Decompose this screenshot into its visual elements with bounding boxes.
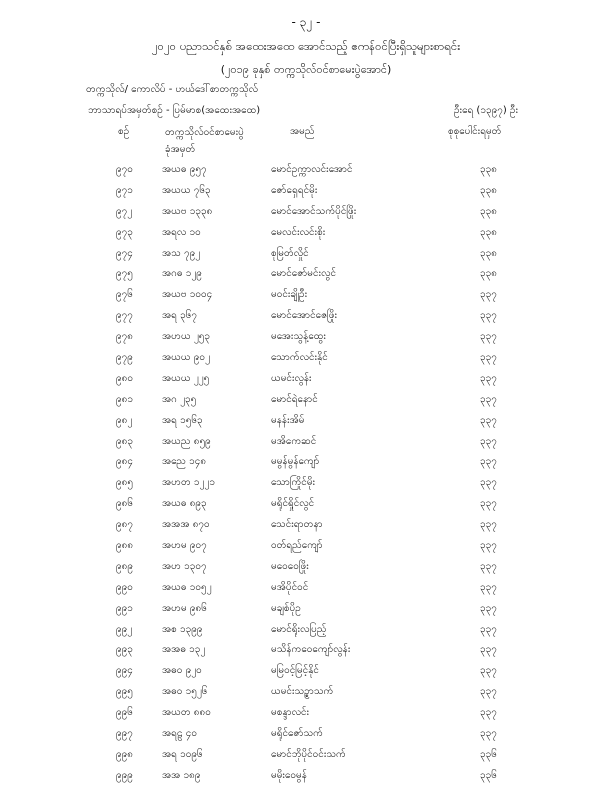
row-name: မမိုးဝေမွန် [271, 769, 307, 781]
row-name: မောင်ဘိုပိုင်ဝင်းသက် [271, 748, 346, 760]
row-number: ၉၉၃ [116, 644, 133, 656]
row-name: ယမင်းသဥ္စာသက် [271, 686, 334, 698]
row-marks: ၃၃၇ [480, 581, 497, 593]
row-roll-number: အဟမ ၉၀၇ [162, 540, 207, 552]
row-name: မရိုင်ဇော်သက် [271, 728, 323, 740]
row-roll-number: အဂဓ ၁၂၉ [162, 268, 202, 280]
table-row [0, 287, 612, 308]
row-marks: ၃၃၈ [480, 268, 497, 280]
row-marks: ၃၃၇ [480, 477, 497, 489]
row-marks: ၃၃၈ [480, 226, 497, 238]
row-roll-number: အရ ၁၀၉၆ [162, 748, 203, 760]
row-marks: ၃၃၈ [480, 184, 497, 196]
row-number: ၉၉၄ [116, 665, 133, 677]
row-number: ၉၉၇ [116, 728, 133, 740]
row-number: ၉၈၄ [116, 456, 133, 468]
row-name: မအိကေဆင် [271, 435, 317, 447]
row-roll-number: အယယ ၉၀၂ [162, 352, 210, 364]
university-label: တက္ကသိုလ်/ ကောလိပ် - ဟယ်ဒေါ်စာတက္ကသိုလ် [86, 84, 259, 95]
row-roll-number: အယဓ ၁၀၅၂ [162, 581, 212, 593]
row-number: ၉၇၇ [116, 310, 133, 322]
row-name: မဝင်းချိုဦး [271, 289, 308, 301]
page-number: - ၃၂ - [291, 15, 321, 29]
row-marks: ၃၃၇ [480, 435, 497, 447]
column-header-roll-line2: ခုံအမှတ် [165, 144, 196, 155]
row-roll-number: အယတ ၈၈၀ [162, 707, 211, 719]
row-number: ၉၈၈ [116, 540, 134, 552]
table-row [0, 246, 612, 267]
table-row [0, 601, 612, 622]
row-number: ၉၇၂ [116, 205, 133, 217]
table-row [0, 350, 612, 371]
table-row [0, 768, 612, 789]
row-number: ၉၈၆ [116, 498, 133, 510]
row-roll-number: အယယ ၇၆၃ [162, 184, 211, 196]
category-label: ဘာသာရပ်အမှတ်စဉ် - ပြမ်မာစ(အထေးအထေ) [88, 105, 261, 116]
row-name: စုမြတ်လှိုင် [271, 247, 309, 259]
row-name: မေလင်းလင်းစိုး [271, 226, 326, 238]
row-name: မောင်ဇော်မင်းလွင် [271, 268, 337, 280]
row-name: ဝတ်ရည်ကျော် [271, 540, 323, 552]
table-row [0, 204, 612, 225]
table-row [0, 580, 612, 601]
table-row [0, 475, 612, 496]
row-roll-number: အယည ၈၅၉ [162, 435, 211, 447]
row-marks: ၃၃၈ [480, 247, 497, 259]
row-marks: ၃၃၇ [480, 289, 497, 301]
row-name: မချစ်ပိုဥ [271, 602, 301, 614]
row-name: သောကြိုင်မိုး [271, 477, 316, 489]
table-row [0, 329, 612, 350]
row-number: ၉၈၁ [116, 393, 133, 405]
row-number: ၉၉၂ [116, 623, 133, 635]
row-number: ၉၇၅ [116, 268, 133, 280]
row-marks: ၃၃၇ [480, 686, 497, 698]
row-name: မအိပိုင်ဝင် [271, 581, 309, 593]
row-marks: ၃၃၈ [480, 205, 497, 217]
row-roll-number: အစ ၁၃၉၉ [162, 623, 203, 635]
column-header-marks: စုစုပေါင်းရမှတ် [448, 126, 502, 137]
row-roll-number: အဟယ ၂၅၃ [162, 331, 211, 343]
table-row [0, 308, 612, 329]
row-marks: ၃၃၇ [480, 644, 497, 656]
row-name: သောက်လင်းနိုင် [271, 352, 328, 364]
row-name: မမွန်မွန်ကျော် [271, 456, 320, 468]
row-marks: ၃၃၇ [480, 560, 497, 572]
table-row [0, 392, 612, 413]
row-marks: ၃၃၇ [480, 310, 497, 322]
row-marks: ၃၃၇ [480, 665, 497, 677]
row-number: ၉၇၁ [116, 184, 133, 196]
row-marks: ၃၃၇ [480, 331, 497, 343]
row-roll-number: အရဠ ၄၀ [162, 728, 198, 740]
row-number: ၉၇၄ [116, 247, 133, 259]
document-title: ၂၀၂၀ ပညာသင်နှစ် အထေးအထေ အောင်သည့် ဧကန်ဝင်ပြီးရှိသူများစာရင်း [151, 39, 461, 53]
column-header-no: စဉ် [118, 126, 130, 137]
row-number: ၉၈၂ [116, 414, 133, 426]
row-marks: ၃၃၆ [480, 748, 497, 760]
table-row [0, 622, 612, 643]
document-subtitle: (၂၀၁၉ ခုနှစ် တက္ကသိုလ်ဝင်စာမေးပွဲအောင်) [220, 63, 392, 76]
row-number: ၉၉၁ [116, 602, 133, 614]
row-roll-number: အယဓ ၉၅၇ [162, 164, 207, 175]
table-row [0, 726, 612, 747]
row-number: ၉၈၅ [116, 477, 133, 489]
row-marks: ၃၃၇ [480, 498, 497, 510]
row-roll-number: အဟမ ၉၈၆ [162, 602, 207, 614]
row-name: သေင်းရာတနာ [271, 519, 323, 531]
table-row [0, 454, 612, 475]
table-row [0, 413, 612, 434]
row-marks: ၃၃၇ [480, 540, 497, 552]
row-roll-number: အဓ၀ ၁၅၂၆ [162, 686, 208, 698]
row-number: ၉၇၀ [116, 164, 133, 175]
row-number: ၉၉၅ [116, 686, 133, 698]
table-row [0, 663, 612, 684]
row-name: ယမင်းလွန်း [271, 372, 312, 384]
row-roll-number: အဟတ ၁၂၂၁ [162, 477, 215, 489]
row-roll-number: အရ ၃၆၇ [162, 310, 197, 322]
row-roll-number: အညေ ၁၄၈ [162, 456, 207, 468]
row-number: ၉၉၉ [116, 769, 133, 781]
row-number: ၉၇၃ [116, 226, 133, 238]
row-name: မစန္ဒာလင်း [271, 707, 310, 719]
row-name: မောင်ရိုးလပြည့် [271, 623, 327, 635]
row-roll-number: အအဓ ၁၃၂ [162, 644, 206, 656]
row-roll-number: အဓ၀ ၉၂၀ [162, 665, 202, 677]
table-row [0, 559, 612, 580]
row-name: မောင်အောင်သက်ပိုင်ဖြိုး [271, 205, 357, 217]
row-name: ဇော်ရှေရင်မိုး [271, 184, 318, 196]
row-number: ၉၈၇ [116, 519, 133, 531]
row-marks: ၃၃၇ [480, 456, 497, 468]
row-roll-number: အယဓ ၈၉၃ [162, 498, 207, 510]
table-row [0, 434, 612, 455]
row-roll-number: အအအ ၈၇၀ [162, 519, 210, 531]
row-roll-number: အရ ၁၅၆၃ [162, 414, 203, 426]
table-row [0, 371, 612, 392]
row-number: ၉၇၉ [116, 352, 133, 364]
row-number: ၉၇၆ [116, 289, 133, 301]
row-number: ၉၈၉ [116, 560, 133, 572]
row-name: မောင်အောင်ဇေဖြိုး [271, 310, 337, 322]
row-marks: ၃၃၇ [480, 728, 497, 740]
row-roll-number: အယယ ၂၂၅ [162, 372, 210, 384]
row-marks: ၃၃၇ [480, 707, 497, 719]
row-name: မဝေဝေဖြိုး [271, 560, 309, 572]
row-name: မသိန်ကဝေကျော်လွန်း [271, 644, 351, 656]
table-row [0, 225, 612, 246]
column-header-roll-line1: တက္ကသိုလ်ဝင်စာမေးပွဲ [165, 127, 244, 138]
row-name: မနန်းအိမ် [271, 414, 305, 426]
row-name: မောင်ရဲနောင် [271, 393, 318, 405]
table-row [0, 747, 612, 768]
row-marks: ၃၃၇ [480, 623, 497, 635]
row-marks: ၃၃၇ [480, 372, 497, 384]
row-marks: ၃၃၇ [480, 352, 497, 364]
row-marks: ၃၃၇ [480, 414, 497, 426]
table-row [0, 183, 612, 204]
table-row [0, 684, 612, 705]
row-number: ၉၈၃ [116, 435, 133, 447]
table-row [0, 496, 612, 517]
column-header-roll [165, 124, 244, 158]
row-number: ၉၇၈ [116, 331, 133, 343]
row-marks: ၃၃၇ [480, 393, 497, 405]
row-roll-number: အဟ ၁၃၀၇ [162, 560, 207, 572]
row-roll-number: အရလ ၁၀ [162, 226, 201, 238]
table-row [0, 517, 612, 538]
row-name: မောင်ဥက္ကာလင်းအောင် [271, 164, 353, 175]
row-marks: ၃၃၇ [480, 602, 497, 614]
row-roll-number: အအ ၁၈၉ [162, 769, 201, 781]
table-row [0, 642, 612, 663]
row-number: ၉၉၆ [116, 707, 133, 719]
results-table [0, 162, 612, 789]
count-label: ဦးရေ (၁၃၉၇) ဦး [454, 105, 519, 116]
table-row [0, 538, 612, 559]
row-marks: ၃၃၆ [480, 769, 497, 781]
row-roll-number: အယဗ ၁၀၀၄ [162, 289, 213, 301]
row-number: ၉၉၀ [116, 581, 133, 593]
row-marks: ၃၃၇ [480, 519, 497, 531]
row-name: မရိုင်ရှိုင်လွင် [271, 498, 315, 510]
column-header-name: အမည် [290, 126, 315, 137]
row-name: မမြဝင့်မြင့်နိုင် [271, 665, 319, 677]
row-marks: ၃၃၈ [480, 164, 497, 175]
row-roll-number: အယဗ ၁၃၃၈ [162, 205, 213, 217]
row-roll-number: အဂ ၂၃၅ [162, 393, 197, 405]
table-row [0, 705, 612, 726]
table-row [0, 266, 612, 287]
table-row [0, 162, 612, 183]
row-roll-number: အသ ၇၉၂ [162, 247, 201, 259]
row-name: မအေးသွန့်ထွေး [271, 331, 326, 343]
row-number: ၉၉၈ [116, 748, 133, 760]
row-number: ၉၈၀ [116, 372, 133, 384]
